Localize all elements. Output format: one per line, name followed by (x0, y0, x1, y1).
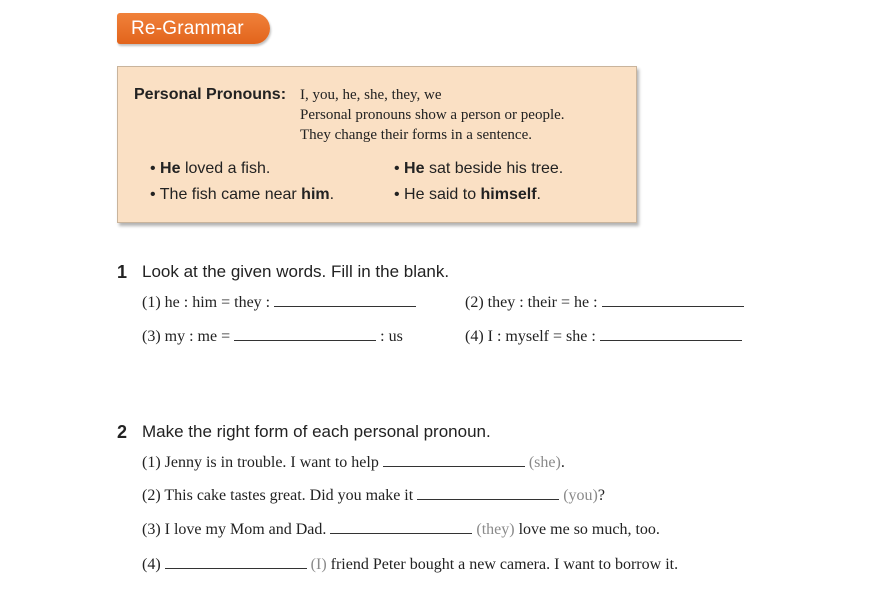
pronoun-hint: (you) (563, 487, 598, 504)
answer-blank[interactable] (165, 555, 307, 569)
answer-blank[interactable] (234, 327, 376, 341)
question-title: Look at the given words. Fill in the blank. (142, 262, 450, 281)
question-number: 1 (117, 262, 128, 282)
q2-item-1: (1) Jenny is in trouble. I want to help (she). (142, 454, 565, 471)
q1-item-1: (1) he : him = they : (142, 293, 420, 312)
grammar-line-forms: They change their forms in a sentence. (300, 127, 532, 143)
q1-item-4: (4) I : myself = she : (465, 327, 746, 346)
q2-item-2: (2) This cake tastes great. Did you make it (you)? (142, 487, 605, 504)
example-sentence: • He said to himself. (394, 186, 541, 203)
grammar-box-label: Personal Pronouns: (134, 86, 287, 103)
answer-blank[interactable] (602, 293, 744, 307)
example-sentence: • He sat beside his tree. (394, 160, 564, 177)
answer-blank[interactable] (600, 327, 742, 341)
grammar-line-pronouns: I, you, he, she, they, we (300, 87, 442, 103)
grammar-line-definition: Personal pronouns show a person or people. (300, 107, 565, 123)
pronoun-hint: (they) (476, 521, 515, 538)
answer-blank[interactable] (330, 520, 472, 534)
example-sentence: • He loved a fish. (150, 160, 271, 177)
q1-item-3: (3) my : me = : us (142, 328, 403, 345)
question-title: Make the right form of each personal pronoun. (142, 422, 491, 441)
example-sentence: • The fish came near him. (150, 186, 335, 203)
answer-blank[interactable] (274, 293, 416, 307)
pronoun-hint: (I) (310, 556, 327, 573)
section-tag: Re-Grammar (117, 13, 270, 44)
q1-item-2: (2) they : their = he : (465, 293, 748, 312)
answer-blank[interactable] (383, 453, 525, 467)
answer-blank[interactable] (417, 486, 559, 500)
question-number: 2 (117, 422, 128, 442)
q2-item-3: (3) I love my Mom and Dad. (they) love me so much, too. (142, 521, 660, 538)
q2-item-4: (4) (I) friend Peter bought a new camera. I want to borrow it. (142, 556, 679, 573)
pronoun-hint: (she) (528, 454, 561, 471)
grammar-box (117, 66, 637, 223)
